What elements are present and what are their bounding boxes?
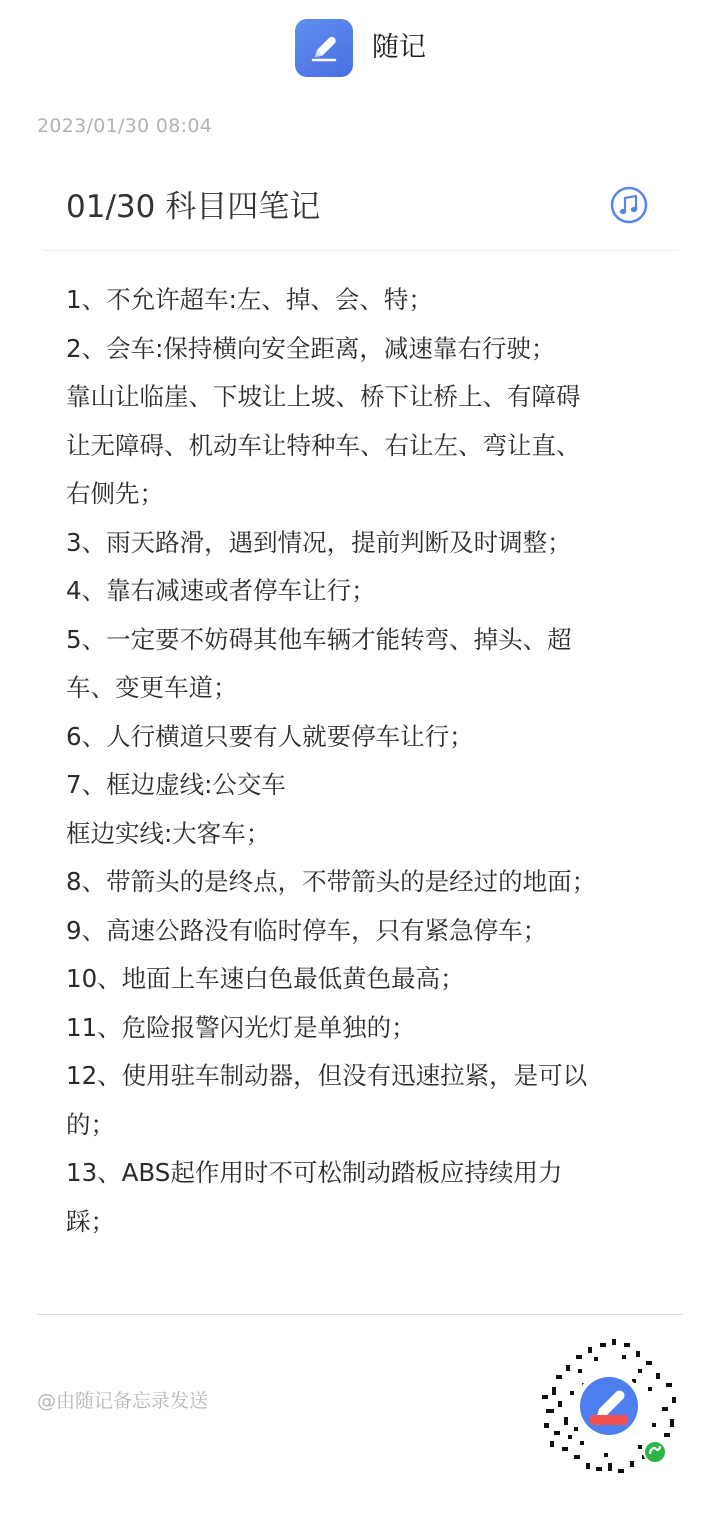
note-line: 车、变更车道；	[66, 673, 238, 702]
app-name: 随记	[372, 32, 426, 63]
note-line: 10、地面上车速白色最低黄色最高；	[66, 964, 465, 993]
note-timestamp: 2023/01/30 08:04	[37, 115, 213, 137]
note-line: 右侧先；	[66, 479, 164, 508]
note-line: 5、一定要不妨碍其他车辆才能转弯、掉头、超	[66, 624, 572, 654]
note-title: 01/30 科目四笔记	[66, 189, 321, 225]
note-line: 8、带箭头的是终点，不带箭头的是经过的地面；	[66, 867, 597, 896]
note-line: 12、使用驻车制动器，但没有迅速拉紧，是可以	[66, 1061, 588, 1090]
note-line: 3、雨天路滑，遇到情况，提前判断及时调整；	[66, 527, 572, 557]
note-line: 11、危险报警闪光灯是单独的；	[66, 1012, 416, 1042]
qr-code-icon[interactable]	[538, 1335, 680, 1477]
note-line: 7、框边虚线:公交车	[66, 770, 286, 799]
note-body	[66, 276, 656, 1246]
title-divider	[43, 250, 678, 251]
note-line: 4、靠右减速或者停车让行；	[66, 576, 376, 605]
footer-divider	[37, 1314, 683, 1315]
note-line: 框边实线:大客车；	[66, 818, 271, 848]
note-line: 让无障碍、机动车让特种车、右让左、弯让直、	[66, 430, 581, 460]
note-line: 踩；	[66, 1206, 115, 1236]
note-line: 的；	[66, 1109, 115, 1139]
note-line: 1、不允许超车:左、掉、会、特；	[66, 285, 433, 314]
music-note-icon[interactable]	[610, 186, 648, 224]
note-line: 2、会车:保持横向安全距离，减速靠右行驶；	[66, 333, 556, 363]
note-line: 9、高速公路没有临时停车，只有紧急停车；	[66, 915, 548, 945]
note-line: 6、人行横道只要有人就要停车让行；	[66, 721, 474, 751]
note-line: 靠山让临崖、下坡让上坡、桥下让桥上、有障碍	[66, 382, 581, 411]
app-header	[0, 0, 720, 94]
note-line: 13、ABS起作用时不可松制动踏板应持续用力	[66, 1158, 563, 1187]
pencil-icon	[295, 19, 353, 77]
footer-sent-from: @由随记备忘录发送	[37, 1390, 209, 1412]
